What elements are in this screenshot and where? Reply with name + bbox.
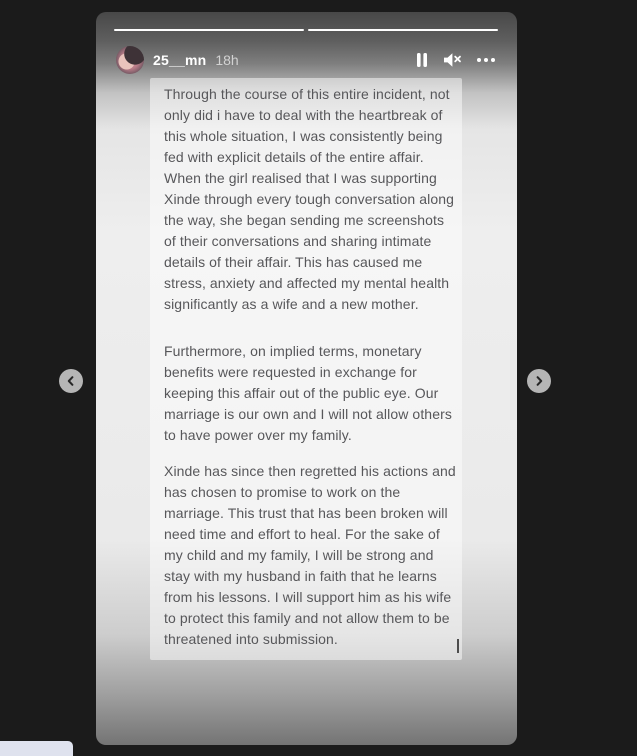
more-options-icon[interactable]	[477, 58, 495, 62]
adjacent-story-thumbnail[interactable]	[0, 741, 73, 756]
progress-segment-2	[308, 29, 498, 31]
mute-icon[interactable]	[443, 52, 462, 68]
story-timestamp: 18h	[215, 52, 239, 68]
story-progress-bars	[114, 29, 498, 31]
story-text-content	[150, 78, 462, 660]
story-paragraph: Furthermore, on implied terms, monetary benefits were requested in exchange for keeping this affair out of the public eye. Our marriage is our own and I will not allow others to have power over my family.	[164, 343, 452, 443]
progress-segment-1	[114, 29, 304, 31]
username[interactable]: 25__mn	[153, 52, 207, 68]
text-cursor	[457, 639, 459, 653]
story-controls	[416, 52, 495, 68]
story-header	[116, 46, 495, 74]
next-story-button[interactable]	[527, 369, 551, 393]
story-paragraph: Xinde has since then regretted his actions and has chosen to promise to work on the marriage. This trust that has been broken will need time and effort to heal. For the sake of my child and my family, I will be strong and stay with my husband in faith that he learns from his lessons. I will support him as his wife to protect this family and not allow them to be threatened into submission.	[164, 463, 456, 647]
chevron-left-icon	[66, 376, 76, 386]
previous-story-button[interactable]	[59, 369, 83, 393]
story-paragraph: Through the course of this entire incident, not only did i have to deal with the heartbreak of this whole situation, I was consistently being fed with explicit details of the entire affair. When the girl realised that I was supporting Xinde through every tough conversation along the way, she began sending me screenshots of their conversations and sharing intimate details of their affair. This has caused me stress, anxiety and affected my mental health significantly as a wife and a new mother.	[164, 86, 455, 312]
avatar[interactable]	[116, 46, 144, 74]
pause-icon[interactable]	[416, 52, 428, 68]
chevron-right-icon	[534, 376, 544, 386]
story-card	[96, 12, 517, 745]
